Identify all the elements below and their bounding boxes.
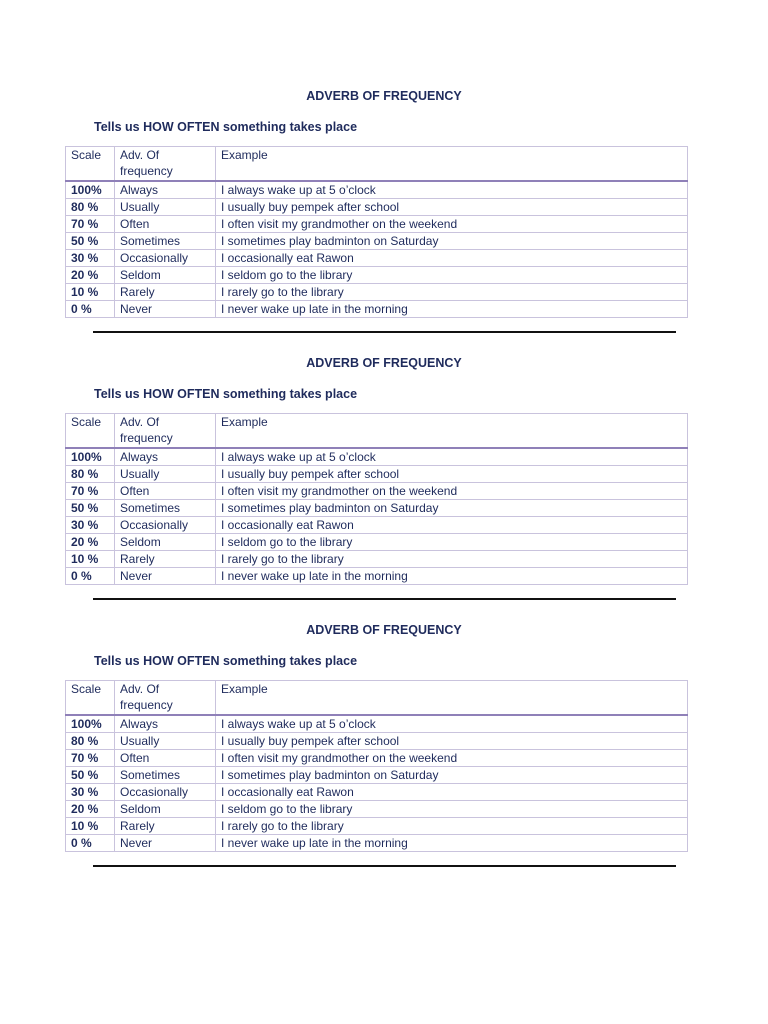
table-row xyxy=(66,715,688,733)
section-title: ADVERB OF FREQUENCY xyxy=(306,623,462,637)
header-adverb: Adv. Of frequency xyxy=(115,414,216,449)
adverb-cell: Rarely xyxy=(115,818,216,835)
section-subtitle: Tells us HOW OFTEN something takes place xyxy=(94,654,358,668)
header-example: Example xyxy=(216,147,688,182)
section-divider xyxy=(93,331,676,333)
table-row xyxy=(66,750,688,767)
table-row xyxy=(66,801,688,818)
header-scale: Scale xyxy=(66,414,115,449)
scale-cell: 50 % xyxy=(66,500,115,517)
example-cell: I never wake up late in the morning xyxy=(216,568,688,585)
frequency-table xyxy=(65,413,688,585)
example-cell: I always wake up at 5 o’clock xyxy=(216,448,688,466)
example-cell: I seldom go to the library xyxy=(216,267,688,284)
table-row xyxy=(66,767,688,784)
scale-cell: 20 % xyxy=(66,267,115,284)
table-row xyxy=(66,568,688,585)
section-subtitle: Tells us HOW OFTEN something takes place xyxy=(94,387,358,401)
example-cell: I usually buy pempek after school xyxy=(216,199,688,216)
scale-cell: 50 % xyxy=(66,233,115,250)
scale-cell: 10 % xyxy=(66,551,115,568)
example-cell: I rarely go to the library xyxy=(216,551,688,568)
adverb-cell: Rarely xyxy=(115,551,216,568)
scale-cell: 50 % xyxy=(66,767,115,784)
section-divider xyxy=(93,865,676,867)
section-subtitle: Tells us HOW OFTEN something takes place xyxy=(94,120,358,134)
frequency-table xyxy=(65,680,688,852)
table-row xyxy=(66,216,688,233)
header-example: Example xyxy=(216,681,688,716)
adverb-cell: Never xyxy=(115,301,216,318)
document-section-3 xyxy=(0,622,768,889)
scale-cell: 10 % xyxy=(66,284,115,301)
example-cell: I always wake up at 5 o’clock xyxy=(216,715,688,733)
scale-cell: 20 % xyxy=(66,801,115,818)
header-scale: Scale xyxy=(66,147,115,182)
section-title: ADVERB OF FREQUENCY xyxy=(306,356,462,370)
document-section-2 xyxy=(0,355,768,622)
table-row xyxy=(66,199,688,216)
adverb-cell: Always xyxy=(115,181,216,199)
scale-cell: 30 % xyxy=(66,517,115,534)
example-cell: I occasionally eat Rawon xyxy=(216,784,688,801)
scale-cell: 20 % xyxy=(66,534,115,551)
adverb-cell: Usually xyxy=(115,466,216,483)
table-row xyxy=(66,551,688,568)
table-row xyxy=(66,301,688,318)
scale-cell: 30 % xyxy=(66,784,115,801)
example-cell: I usually buy pempek after school xyxy=(216,466,688,483)
scale-cell: 100% xyxy=(66,715,115,733)
document-section-1 xyxy=(0,88,768,355)
adverb-cell: Usually xyxy=(115,733,216,750)
adverb-cell: Always xyxy=(115,448,216,466)
table-row xyxy=(66,534,688,551)
adverb-cell: Usually xyxy=(115,199,216,216)
scale-cell: 100% xyxy=(66,448,115,466)
example-cell: I never wake up late in the morning xyxy=(216,301,688,318)
example-cell: I sometimes play badminton on Saturday xyxy=(216,767,688,784)
example-cell: I sometimes play badminton on Saturday xyxy=(216,500,688,517)
table-row xyxy=(66,835,688,852)
example-cell: I rarely go to the library xyxy=(216,284,688,301)
example-cell: I rarely go to the library xyxy=(216,818,688,835)
scale-cell: 0 % xyxy=(66,301,115,318)
example-cell: I usually buy pempek after school xyxy=(216,733,688,750)
header-adverb: Adv. Of frequency xyxy=(115,147,216,182)
table-header-row xyxy=(66,147,688,182)
adverb-cell: Rarely xyxy=(115,284,216,301)
example-cell: I sometimes play badminton on Saturday xyxy=(216,233,688,250)
example-cell: I often visit my grandmother on the weekend xyxy=(216,216,688,233)
example-cell: I never wake up late in the morning xyxy=(216,835,688,852)
example-cell: I seldom go to the library xyxy=(216,801,688,818)
frequency-table xyxy=(65,146,688,318)
table-row xyxy=(66,733,688,750)
adverb-cell: Occasionally xyxy=(115,784,216,801)
table-row xyxy=(66,284,688,301)
adverb-cell: Always xyxy=(115,715,216,733)
table-row xyxy=(66,466,688,483)
adverb-cell: Sometimes xyxy=(115,233,216,250)
table-header-row xyxy=(66,681,688,716)
adverb-cell: Seldom xyxy=(115,534,216,551)
scale-cell: 100% xyxy=(66,181,115,199)
adverb-cell: Never xyxy=(115,568,216,585)
adverb-cell: Often xyxy=(115,216,216,233)
table-row xyxy=(66,233,688,250)
section-title: ADVERB OF FREQUENCY xyxy=(306,89,462,103)
example-cell: I always wake up at 5 o’clock xyxy=(216,181,688,199)
example-cell: I often visit my grandmother on the weekend xyxy=(216,750,688,767)
scale-cell: 10 % xyxy=(66,818,115,835)
scale-cell: 0 % xyxy=(66,835,115,852)
header-scale: Scale xyxy=(66,681,115,716)
scale-cell: 0 % xyxy=(66,568,115,585)
adverb-cell: Occasionally xyxy=(115,517,216,534)
header-adverb: Adv. Of frequency xyxy=(115,681,216,716)
table-row xyxy=(66,250,688,267)
adverb-cell: Often xyxy=(115,750,216,767)
scale-cell: 80 % xyxy=(66,733,115,750)
scale-cell: 30 % xyxy=(66,250,115,267)
table-row xyxy=(66,517,688,534)
section-divider xyxy=(93,598,676,600)
table-header-row xyxy=(66,414,688,449)
adverb-cell: Seldom xyxy=(115,267,216,284)
adverb-cell: Occasionally xyxy=(115,250,216,267)
header-example: Example xyxy=(216,414,688,449)
table-row xyxy=(66,500,688,517)
adverb-cell: Seldom xyxy=(115,801,216,818)
scale-cell: 80 % xyxy=(66,199,115,216)
example-cell: I often visit my grandmother on the weekend xyxy=(216,483,688,500)
table-row xyxy=(66,181,688,199)
table-row xyxy=(66,483,688,500)
adverb-cell: Often xyxy=(115,483,216,500)
example-cell: I occasionally eat Rawon xyxy=(216,517,688,534)
table-row xyxy=(66,448,688,466)
example-cell: I occasionally eat Rawon xyxy=(216,250,688,267)
example-cell: I seldom go to the library xyxy=(216,534,688,551)
scale-cell: 70 % xyxy=(66,216,115,233)
table-row xyxy=(66,784,688,801)
adverb-cell: Sometimes xyxy=(115,767,216,784)
scale-cell: 80 % xyxy=(66,466,115,483)
table-row xyxy=(66,267,688,284)
adverb-cell: Never xyxy=(115,835,216,852)
table-row xyxy=(66,818,688,835)
adverb-cell: Sometimes xyxy=(115,500,216,517)
scale-cell: 70 % xyxy=(66,483,115,500)
scale-cell: 70 % xyxy=(66,750,115,767)
